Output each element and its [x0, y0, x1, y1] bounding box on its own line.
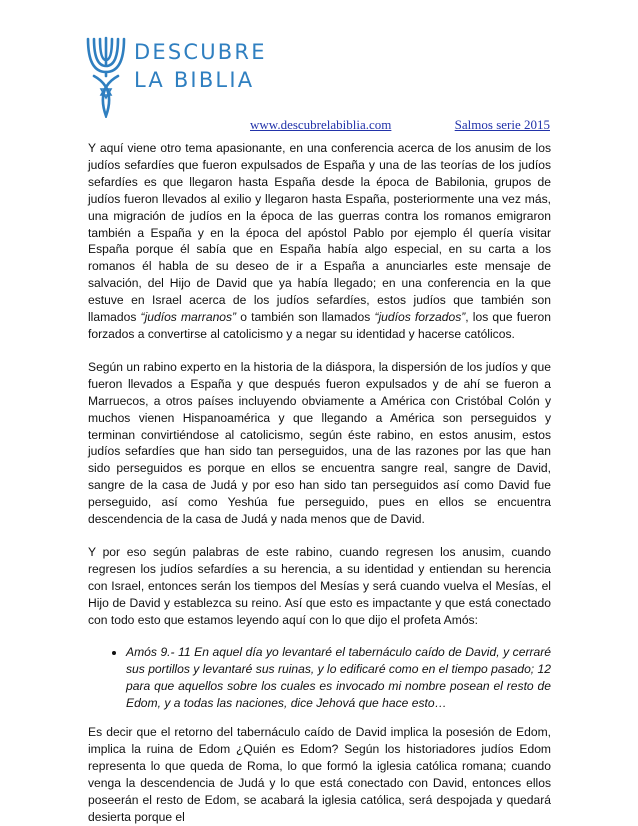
logo-text-line1: DESCUBRE — [134, 40, 267, 64]
website-link[interactable]: www.descubrelabiblia.com — [250, 117, 392, 132]
paragraph-1-text-c: , los que fueron forzados a convertirse al catolicismo y a negar su identidad y hacerse católicos. — [88, 310, 551, 341]
scripture-quote-amos: • Amós 9.- 11 En aquel día yo levantaré el tabernáculo caído de David, y cerraré sus portillos y levantaré sus ruinas, y lo edificaré como en el tiempo pasado; 12 para que aquellos sobre los cuales es invocado mi nombre posean el resto de Edom, y a todas las naciones, dice Jehová que hace esto… — [126, 644, 551, 712]
series-title: Salmos serie 2015 — [454, 117, 550, 132]
logo — [86, 30, 267, 118]
paragraph-2: Según un rabino experto en la historia de la diáspora, la dispersión de los judíos y que fueron llevados a España y que después fueron expulsados y de ahí se fueron a Marruecos, a otros países incluyendo obviamente a América con Cristóbal Colón y muchos vienen Hispanoamérica y que llegando a América son perseguidos y terminan convirtiéndose al catolicismo, según éste rabino, en estos anusim, estos judíos sefardíes que han sido tan perseguidos, una de las razones por las que han sido perseguidos es porque en ellos se encuentra sangre real, sangre de David, sangre de la casa de Judá y por eso han sido tan perseguidos así como David fue perseguido, así como Yeshúa fue perseguido, pues en ellos se encuentra descendencia de la casa de Judá y nada menos que de David. — [88, 359, 551, 527]
paragraph-1-text-a: Y aquí viene otro tema apasionante, en una conferencia acerca de los anusim de los judíos sefardíes que fueron expulsados de España y una de las teorías de los judíos sefardíes es que llegaron hasta España desde la época de Babilonia, grupos de judíos fueron llevados al exilio y llegaron hasta España, posteriormente una vez más, una migración de judíos en la época de las guerras contra los romanos emigraron también a España y en la época del apóstol Pablo por ejemplo él quería visitar España porque él sabía que en España había algo especial, en su carta a los romanos él habla de su deseo de ir a España a anunciarles este mensaje de salvación, del Hijo de David que ya había llegado; en una conferencia en la que estuve en Israel acerca de los judíos sefardíes, estos judíos que también son llamados — [88, 141, 551, 325]
paragraph-3: Y por eso según palabras de este rabino, cuando regresen los anusim, cuando regresen los judíos sefardíes a su herencia, a su identidad y entiendan su herencia con Israel, entonces serán los tiempos del Mesías y será cuando vuelva el Mesías, el Hijo de David y establezca su reino. Así que esto es impactante y que está conectado con todo esto que estamos leyendo aquí con lo que dijo el profeta Amós: — [88, 544, 551, 627]
term-judios-marranos: “judíos marranos” — [140, 310, 237, 325]
document-header — [0, 117, 638, 133]
scripture-quote-list — [88, 644, 551, 712]
paragraph-4: Es decir que el retorno del tabernáculo caído de David implica la posesión de Edom, implica la ruina de Edom ¿Quién es Edom? Según los historiadores judíos Edom representa lo que queda de Roma, lo que formó la iglesia católica romana; cuando venga la descendencia de Judá y lo que está conectado con David, entonces ellos poseerán el resto de Edom, se acabará la iglesia católica, será despojada y quedará desierta porque el — [88, 725, 551, 824]
document-body — [88, 140, 551, 826]
term-judios-forzados: “judíos forzados” — [374, 310, 466, 325]
menorah-fish-star-icon — [86, 30, 126, 118]
paragraph-1-text-b: o también son llamados — [236, 310, 375, 325]
logo-text-line2: LA BIBLIA — [134, 68, 255, 92]
paragraph-1 — [88, 140, 551, 343]
